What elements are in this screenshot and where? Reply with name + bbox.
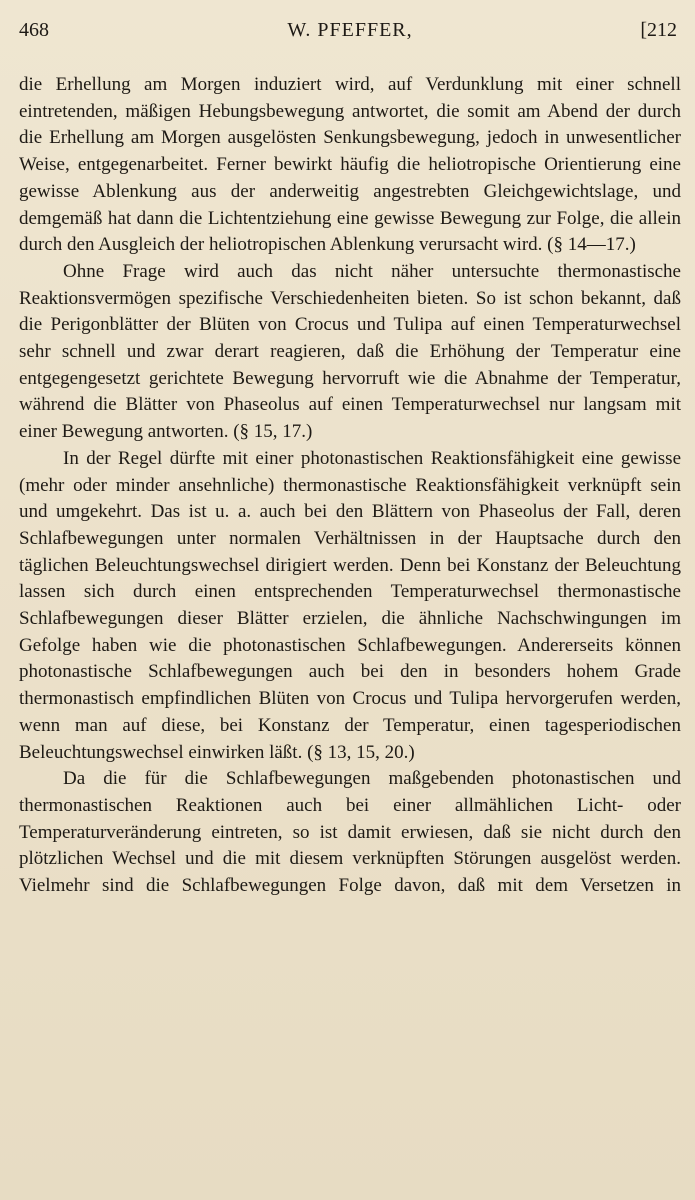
paragraph-photonastic-reactivity: In der Regel dürfte mit einer photonastischen Reaktionsfähigkeit eine gewisse (mehr oder minder ansehnliche) thermonastische Reaktionsfähigkeit verknüpft sein und umgekehrt. Das ist u. a. auch bei den Blättern von Phaseolus der Fall, deren Schlafbewegungen unter normalen Verhältnissen in der Hauptsache durch den täglichen Beleuchtungswechsel dirigiert werden. Denn bei Konstanz der Beleuchtung lassen sich durch einen entsprechenden Temperaturwechsel thermonastische Schlafbewegungen dieser Blätter erzielen, die ähnliche Nachschwingungen im Gefolge haben wie die photonastischen Schlafbewegungen. Andererseits können photonastische Schlafbewegungen auch bei den in besonders hohem Grade thermonastisch empfindlichen Blüten von Crocus und Tulipa hervorgerufen werden, wenn man auf diese, bei Konstanz der Temperatur, einen tagesperiodischen Beleuchtungswechsel einwirken läßt. (§ 13, 15, 20.): [19, 447, 681, 763]
author-heading: [19, 14, 681, 46]
running-header: [19, 14, 681, 54]
body-text: [19, 72, 681, 900]
author-initial: W. P: [287, 19, 330, 41]
page-number: 468: [19, 19, 49, 41]
original-page-reference: [212: [640, 19, 677, 41]
paragraph-continued: die Erhellung am Morgen induziert wird, auf Verdunklung mit einer schnell eintretenden, mäßigen Hebungsbewegung antwortet, die somit am Abend der durch die Erhellung am Morgen ausgelösten Senkungsbewegung, jedoch in unwesentlicher Weise, entgegenarbeitet. Ferner bewirkt häufig die heliotropische Orientierung eine gewisse Ablenkung aus der anderweitig angestrebten Gleichgewichtslage, und demgemäß hat dann die Lichtentziehung eine gewisse Bewegung zur Folge, die allein durch den Ausgleich der heliotropischen Ablenkung verursacht wird. (§ 14—17.): [19, 74, 681, 256]
paragraph-thermonastic-capacity: Ohne Frage wird auch das nicht näher untersuchte thermonastische Reaktionsvermögen spezifische Verschiedenheiten bieten. So ist schon bekannt, daß die Perigonblätter der Blüten von Crocus und Tulipa auf einen Temperaturwechsel sehr schnell und zwar derart reagieren, daß die Erhöhung der Temperatur eine entgegengesetzt gerichtete Bewegung hervorruft wie die Abnahme der Temperatur, während die Blätter von Phaseolus auf einen Temperaturwechsel nur langsam mit einer Bewegung antworten. (§ 15, 17.): [19, 260, 681, 443]
paragraph-sleep-movements: Da die für die Schlafbewegungen maßgebenden photonastischen und thermonastischen Reaktionen auch bei einer allmählichen Licht- oder Temperaturveränderung eintreten, so ist damit erwiesen, daß sie nicht durch den plötzlichen Wechsel und die mit diesem verknüpften Störungen ausgelöst werden. Vielmehr sind die Schlafbewegungen Folge davon, daß mit dem Versetzen in: [19, 768, 681, 897]
author-surname: FEFFER,: [329, 19, 413, 41]
